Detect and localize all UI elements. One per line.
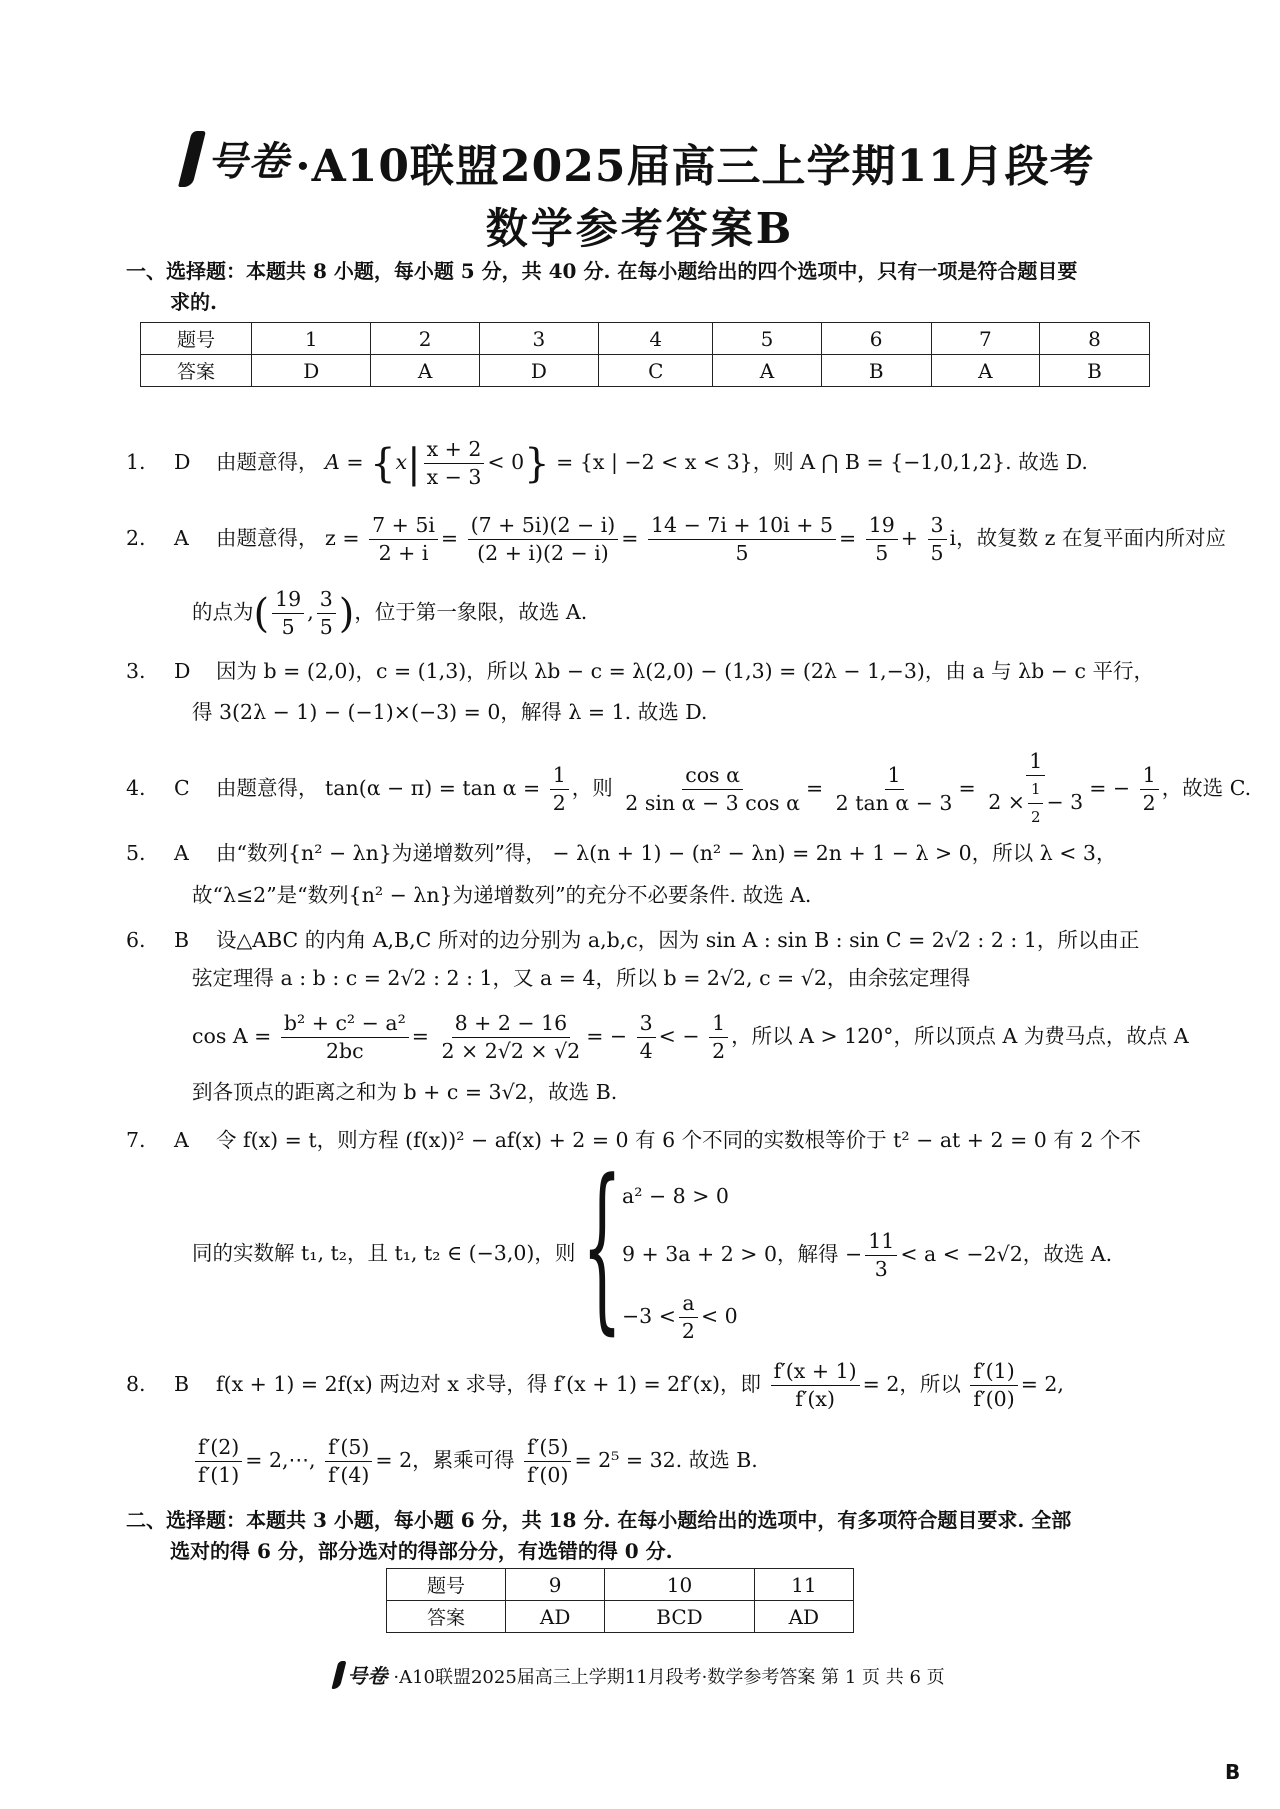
solution-1: 1. D 由题意得， A = {x| $\frac{x + 2}{x - 3}$ < 0} = {x | −2 < x < 3}，则 A ⋂ B = {−1,0,1,2}. 故选 D.	[126, 437, 1088, 489]
table-cell: 8	[1039, 323, 1149, 355]
table-cell: 1	[252, 323, 371, 355]
table-cell: A	[371, 355, 479, 387]
system-row: −3 < $\frac{a}{2}$ < 0	[622, 1291, 738, 1343]
inequality-system: { a² − 8 > 0 9 + 3a + 2 > 0，解得 − $\frac{11}{3}$ < a < −2√2，故选 A. −3 < $\frac{a}{2}$ < 0	[582, 1142, 1113, 1351]
table-cell: B	[821, 355, 931, 387]
table-header-cell: 题号	[141, 323, 252, 355]
section2-answer-table	[386, 1568, 854, 1633]
table-header-cell: 题号	[387, 1569, 506, 1601]
table-cell: 4	[599, 323, 713, 355]
solution-8-cont: $\frac{f'(2)}{f'(1)}$ = 2,⋯, $\frac{f'(5)}{f'(4)}$ = 2，累乘可得 $\frac{f'(5)}{f'(0)}$ = 2⁵ = 32. 故选 B.	[192, 1434, 758, 1489]
solution-3-cont: 得 3(2λ − 1) − (−1)×(−3) = 0，解得 λ = 1. 故选 D.	[192, 700, 708, 724]
solution-7: 7. A 令 f(x) = t，则方程 (f(x))² − af(x) + 2 = 0 有 6 个不同的实数根等价于 t² − at + 2 = 0 有 2 个不	[126, 1128, 1141, 1152]
table-cell: 10	[605, 1569, 754, 1601]
solution-6-line2: 弦定理得 a : b : c = 2√2 : 2 : 1，又 a = 4，所以 b = 2√2, c = √2，由余弦定理得	[192, 966, 971, 990]
table-header-cell: 答案	[387, 1601, 506, 1633]
solution-4: 4. C 由题意得， tan(α − π) = tan α = $\frac{1}{2}$ ，则 $\frac{\text{cos α}}{\text{2 sin α − 3 cos α}}$ = $\frac{1}{\text{2 tan α − 3}}$ = 1 2 × $\frac{1}{2}$ − 3 = − $\frac{1}{2}$ ，故选 C.	[126, 749, 1252, 826]
system-row: 9 + 3a + 2 > 0，解得 − $\frac{11}{3}$ < a < −2√2，故选 A.	[622, 1229, 1113, 1281]
solution-6-line4: 到各顶点的距离之和为 b + c = 3√2，故选 B.	[192, 1080, 618, 1104]
section1-answer-table	[140, 322, 1150, 387]
system-row: a² − 8 > 0	[622, 1184, 729, 1208]
table-row	[387, 1601, 854, 1633]
table-cell: 2	[371, 323, 479, 355]
section1-heading: 一、选择题：本题共 8 小题，每小题 5 分，共 40 分. 在每小题给出的四个选项中，只有一项是符合题目要 求的.	[126, 259, 1078, 314]
table-cell: AD	[506, 1601, 605, 1633]
table-cell: A	[713, 355, 821, 387]
table-cell: B	[1039, 355, 1149, 387]
table-row	[141, 355, 1150, 387]
solution-3: 3. D 因为 b = (2,0)，c = (1,3)，所以 λb − c = λ(2,0) − (1,3) = (2λ − 1,−3)，由 a 与 λb − c 平行，	[126, 659, 1154, 683]
table-row	[141, 323, 1150, 355]
version-mark: B	[1225, 1760, 1241, 1784]
solution-2: 2. A 由题意得， z = $\frac{7 + 5i}{2 + i}$ = $\frac{(7 + 5i)(2 - i)}{(2 + i)(2 - i)}$ = $\frac{14 - 7i + 10i + 5}{5}$ = $\frac{19}{5}$ + $\frac{3}{5}$ i，故复数 z 在复平面内所对应	[126, 513, 1226, 565]
table-header-cell: 答案	[141, 355, 252, 387]
table-cell: 11	[754, 1569, 853, 1601]
solution-2-cont: 的点为( $\frac{19}{5}$ , $\frac{3}{5}$ )，位于第一象限，故选 A.	[192, 587, 588, 639]
table-cell: 3	[479, 323, 598, 355]
solution-6: 6. B 设△ABC 的内角 A,B,C 所对的边分别为 a,b,c，因为 sin A : sin B : sin C = 2√2 : 2 : 1，所以由正	[126, 928, 1140, 952]
table-cell: C	[599, 355, 713, 387]
table-cell: AD	[754, 1601, 853, 1633]
table-cell: D	[479, 355, 598, 387]
brand-logo: 号卷	[335, 1660, 387, 1689]
solution-6-line3: cos A = $\frac{\text{b² + c² − a²}}{2bc}$ = $\frac{8 + 2 - 16}{2 \times 2√2 \times √2}$ = − $\frac{3}{4}$ < − $\frac{1}{2}$ ，所以 A > 120°，所以顶点 A 为费马点，故点 A	[192, 1011, 1189, 1063]
table-row	[387, 1569, 854, 1601]
document-subtitle: 数学参考答案B	[485, 204, 795, 253]
table-cell: 9	[506, 1569, 605, 1601]
table-cell: 6	[821, 323, 931, 355]
page-footer: 号卷 ·A10联盟2025届高三上学期11月段考·数学参考答案 第 1 页 共 6 页	[0, 1660, 1280, 1689]
solution-5: 5. A 由“数列{n² − λn}为递增数列”得， − λ(n + 1) − (n² − λn) = 2n + 1 − λ > 0，所以 λ < 3，	[126, 841, 1117, 865]
solution-8: 8. B f(x + 1) = 2f(x) 两边对 x 求导，得 f′(x + 1) = 2f′(x)，即 $\frac{f'(x + 1)}{f'(x)}$ = 2，所以 $\frac{f'(1)}{f'(0)}$ = 2,	[126, 1359, 1064, 1411]
table-cell: A	[931, 355, 1039, 387]
table-cell: 5	[713, 323, 821, 355]
solution-5-cont: 故“λ≤2”是“数列{n² − λn}为递增数列”的充分不必要条件. 故选 A.	[192, 883, 812, 907]
section2-heading: 二、选择题：本题共 3 小题，每小题 6 分，共 18 分. 在每小题给出的选项中，有多项符合题目要求. 全部 选对的得 6 分，部分选对的得部分分，有选错的得 0 分.	[126, 1508, 1072, 1563]
table-cell: 7	[931, 323, 1039, 355]
document-title: 号卷 ·A10联盟2025届高三上学期11月段考	[0, 130, 1280, 194]
table-cell: D	[252, 355, 371, 387]
solution-7-cont: 同的实数解 t₁, t₂，且 t₁, t₂ ∈ (−3,0)，则	[192, 1241, 576, 1265]
table-cell: BCD	[605, 1601, 754, 1633]
brand-logo: 号卷	[185, 130, 289, 187]
